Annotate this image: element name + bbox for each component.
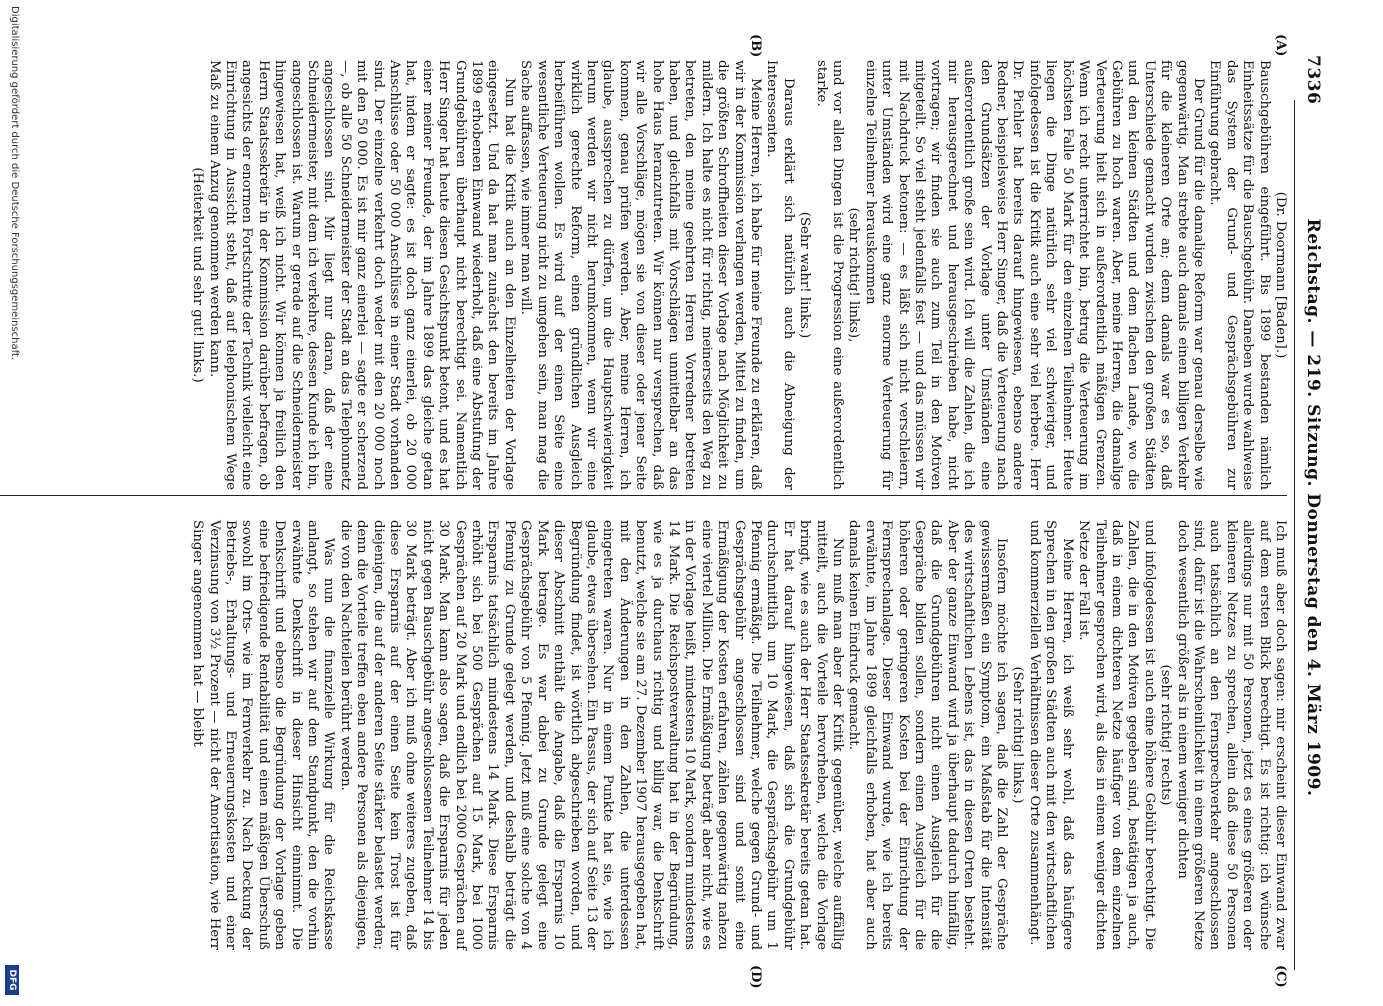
margin-marker-b: (B) [748,34,763,58]
right-column [189,520,1288,950]
paragraph: Der Grund für die damalige Reform war genau derselbe wie gegenwärtig. Man strebte auch damals einen billigen Verkehr für die kleineren Orte an; denn damals war es so, daß Unterschiede gemacht wurden zwischen den großen Städten und den kleinen Städten und dem flachen Lande, wo die Gebühren zu hoch waren. Aber, meine Herren, die damalige Verteuerung hielt sich in außerordentlich mäßigen Grenzen. Wenn ich recht unterrichtet bin, betrug die Verteuerung im höchsten Falle 50 Mark für den einzelnen Teilnehmer. Heute liegen die Dinge natürlich sehr viel schwieriger, und infolgedessen ist die Kritik auch eine sehr viel herbere. Herr Dr. Pichler hat bereits darauf hingewiesen, ebenso andere Redner, beispielsweise Herr Singer, daß die Verteuerung nach den Grundsätzen der Vorlage unter Umständen eine außerordentlich große sein wird. Ich will die Zahlen, die ich mir herausgerechnet und herausgeschrieben habe, nicht vortragen; wir finden sie auch zum Teil in den Motiven mitgeteilt. So viel steht jedenfalls fest — und das müssen wir mit Nachdruck betonen: — es läßt sich nicht verschleiern, unter Umständen wird eine ganz enorme Verteuerung für einzelne Teilnehmer herauskommen [862,60,1206,490]
interjection: (sehr richtig! rechts) [1158,664,1174,806]
paragraph: Meine Herren, ich habe für meine Freunde zu erklären, daß wir in der Kommission verlangen werden, Mittel zu finden, um die größten Schroffheiten dieser Vorlage nach Möglichkeit zu mildern. Ich halte es nicht für richtig, meinerseits den Weg zu betreten, den meine geehrten Herren Vorredner betreten haben, und gleichfalls mit Vorschlägen unmittelbar an das hohe Haus heranzutreten. Wir können nur versprechen, daß wir alle Vorschläge, mögen sie von dieser oder jener Seite kommen, genau prüfen werden. Aber, meine Herren, ich glaube, aussprechen zu dürfen, um die Hauptschwierigkeit herum werden wir nicht herumkommen, wenn wir eine wirklich gerechte Reform, einen gründlichen Ausgleich herbeiführen wollen. Es wird auf der einen Seite eine wesentliche Verteuerung nicht zu umgehen sein, man mag die Sache auffassen, wie immer man will. [518,60,763,490]
funding-note: Digitalisierung gefördert durch die Deutsche Forschungsgemeinschaft. [9,6,20,361]
interjection: (Sehr wahr! links.) [797,211,813,339]
margin-marker-a: (A) [1273,34,1288,57]
paragraph: Ich muß aber doch sagen: mir erscheint dieser Einwand zwar auf dem ersten Blick berechtigt. Es ist richtig: ich wünsche allerdings nur mit 50 Personen, jetzt es eines größeren oder kleineren Netzes zu sprechen, allein daß diese 50 Personen auch tatsächlich an den Fernsprechverkehr angeschlossen sind, dafür ist die Wahrscheinlichkeit in einem größeren Netze doch wesentlich größer als in einem weniger dichten [1174,520,1288,950]
paragraph: Insofern möchte ich sagen, daß die Zahl der Gespräche gewissermaßen ein Symptom, ein Maßstab für die Intensität des wirtschaftlichen Lebens ist, das in diesen Orten besteht. Aber der ganze Einwand wird ja überhaupt dadurch hinfällig, daß die Grundgebühren nicht einen Ausgleich für die Gespräche bilden sollen, sondern einen Ausgleich für die höheren oder geringeren Kosten bei der Einrichtung der Fernsprechanlage. Dieser Einwand wurde, wie ich bereits erwähnte, im Jahre 1899 gleichfalls erhoben, hat aber auch damals keinen Eindruck gemacht. [846,520,1010,950]
paragraph: Was nun die finanzielle Wirkung für die Reichskasse anlangt, so stehen wir auf dem Standpunkt, den die vorhin erwähnte Denkschrift in dieser Hinsicht einnimmt. Die Denkschrift und ebenso die Begründung der Vorlage geben eine befriedigende Rentabilität und einen mäßigen Überschuß sowohl im Orts- wie im Fernverkehr zu. Nach Deckung der Betriebs-, Erhaltungs- und Erneuerungskosten und einer Verzinsung von 3½ Prozent — nicht der Amortisation, wie Herr Singer angenommen hat — bleibt [190,520,337,950]
left-column [189,60,1288,490]
running-head: Reichstag. — 219. Sitzung. Donnerstag den 4. März 1909. [1303,218,1323,797]
paragraph: Nun muß man aber der Kritik gegenüber, welche auffällig mitteilt, auch die Vorteile hervorheben, welche die Vorlage bringt, wie es auch der Herr Staatssekretär bereits getan hat. Er hat darauf hingewiesen, daß sich die Grundgebühr durchschnittlich um 10 Mark, die Gesprächsgebühr um 1 Pfennig ermäßigt. Die Teilnehmer, welche gegen Grund- und Gesprächsgebühr angeschlossen sind und somit eine Ermäßigung der Kosten erfahren, zählen gegenwärtig nahezu eine viertel Million. Die Ermäßigung beträgt aber nicht, wie es in der Vorlage heißt, mindestens 10 Mark, sondern mindestens 14 Mark. Die Reichspostverwaltung hat in der Begründung, wie es ja durchaus richtig und billig war, die Denkschrift benutzt, welche sie am 27. Dezember 1907 herausgegeben hat, mit den Änderungen in den Zahlen, die unterdessen eingetreten waren. Nur in einem Punkte hat sie, wie ich glaube, etwas übersehen. Ein Passus, der sich auf Seite 13 der Begründung findet, ist wörtlich abgeschrieben worden, und dieser Abschnitt enthält die Angabe, daß die Ersparnis 10 Mark betrage. Es war dabei zu Grunde gelegt eine Gesprächsgebühr von 5 Pfennig. Jetzt muß eine solche von 4 Pfennig zu Grunde gelegt werden, und deshalb beträgt die Ersparnis tatsächlich mindestens 14 Mark. Diese Ersparnis erhöht sich bei 500 Gesprächen auf 15 Mark, bei 1000 Gesprächen auf 20 Mark und endlich bei 2000 Gesprächen auf 30 Mark. Man kann also sagen, daß die Ersparnis für jeden nicht gegen Bauschgebühr angeschlossenen Teilnehmer 14 bis 30 Mark beträgt. Aber ich muß ohne weiteres zugeben, daß diese Ersparnis auf der einen Seite kein Trost ist für diejenigen, die auf der anderen Seite stärker belastet werden; denn die Vorteile treffen eben andere Personen als diejenigen, die von den Nachteilen berührt werden. [337,520,846,950]
page-header [1297,55,1323,960]
margin-marker-c: (C) [1273,965,1288,988]
paragraph: Nun hat die Kritik auch an den Einzelheiten der Vorlage eingesetzt. Und da hat man zunächst den bereits im Jahre 1899 erhobenen Einwand wiederholt, daß eine Abstufung der Grundgebühren überhaupt nicht berechtigt sei. Namentlich Herr Singer hat heute diesen Gesichtspunkt betont, und es hat einer meiner Freunde, der im Jahre 1899 das gleiche getan hat, indem er sagte: es ist doch ganz einerlei, ob 20 000 Anschlüsse oder 50 000 Anschlüsse in einer Stadt vorhanden sind. Der einzelne verkehrt doch weder mit den 20 000 noch mit den 50 000. Es ist mir ganz einerlei — sagte er scherzend —, ob alle 50 Schneidermeister der Stadt an das Telephonnetz angeschlossen sind. Mir liegt nur daran, daß der eine Schneidermeister, mit dem ich verkehre, dessen Kunde ich bin, angeschlossen ist. Warum er gerade auf die Schneidermeister hingewiesen hat, weiß ich nicht. Wir können ja freilich den Herrn Staatssekretär in der Kommission darüber befragen, ob angesichts der enormen Fortschritte der Technik vielleicht eine Einrichtung in Aussicht steht, daß auf telephonischem Wege Maß zu einem Anzug genommen werden kann. [206,60,517,490]
header-rule [1294,100,1295,970]
interjection: (Sehr richtig! links.) [1010,666,1026,804]
paragraph: und vor allen Dingen ist die Progression eine außerordentlich starke. [813,60,846,490]
paragraph: Daraus erklärt sich natürlich auch die Abneigung der Interessenten. [764,60,796,490]
paragraph: Bauschgebühren eingeführt. Bis 1899 bestanden nämlich Einheitssätze für die Bauschgebühr. Daneben wurde wahlweise das System der Grund- und Gesprächsgebühren zur Einführung gebracht. [1207,60,1272,490]
speaker-line: (Dr. Doormann [Baden].) [1273,191,1288,359]
margin-marker-d: (D) [748,965,763,989]
interjection: (Heiterkeit und sehr gut! links.) [190,167,206,383]
column-divider [0,495,1287,496]
interjection: (sehr richtig! links), [846,207,862,343]
page-number: 7336 [1303,55,1323,105]
paragraph: Meine Herren, ich weiß sehr wohl, daß das häufigere Sprechen in den großen Städten auch mit den wirtschaftlichen und kommerziellen Verhältnissen dieser Orte zusammenhängt. [1026,520,1075,950]
paragraph: und infolgedessen ist auch eine höhere Gebühr berechtigt. Die Zahlen, die in den Motiven gegeben sind, bestätigen ja auch, daß in einem dichteren Netze häufiger von dem einzelnen Teilnehmer gesprochen wird, als dies in einem weniger dichten Netze der Fall ist. [1076,520,1157,950]
dfg-logo: DFG [5,965,19,995]
